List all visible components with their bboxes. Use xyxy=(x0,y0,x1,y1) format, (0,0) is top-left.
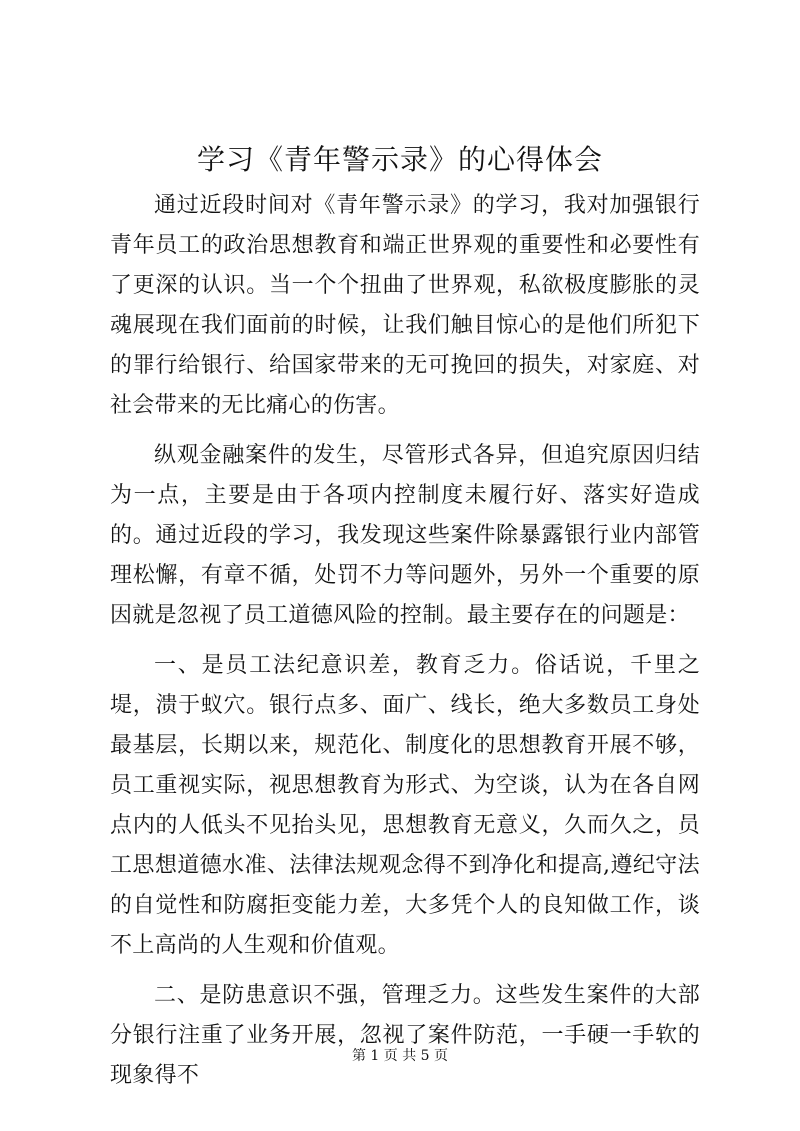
document-body xyxy=(110,186,700,1096)
paragraph-point-one: 一、是员工法纪意识差，教育乏力。俗话说，千里之堤，溃于蚁穴。银行点多、面广、线长，绝大多数员工身处最基层，长期以来，规范化、制度化的思想教育开展不够，员工重视实际，视思想教育为形式、为空谈，认为在各自网点内的人低头不见抬头见，思想教育无意义，久而久之，员工思想道德水准、法律法规观念得不到净化和提高,遵纪守法的自觉性和防腐拒变能力差，大多凭个人的良知做工作，谈不上高尚的人生观和价值观。 xyxy=(110,653,700,958)
paragraph-analysis: 纵观金融案件的发生，尽管形式各异，但追究原因归结为一点，主要是由于各项内控制度未履行好、落实好造成的。通过近段的学习，我发现这些案件除暴露银行业内部管理松懈，有章不循，处罚不力等问题外，另外一个重要的原因就是忽视了员工道德风险的控制。最主要存在的问题是： xyxy=(110,443,700,628)
paragraph-intro: 通过近段时间对《青年警示录》的学习，我对加强银行青年员工的政治思想教育和端正世界观的重要性和必要性有了更深的认识。当一个个扭曲了世界观，私欲极度膨胀的灵魂展现在我们面前的时候，让我们触目惊心的是他们所犯下的罪行给银行、给国家带来的无可挽回的损失，对家庭、对社会带来的无比痛心的伤害。 xyxy=(110,193,700,418)
document-title: 学习《青年警示录》的心得体会 xyxy=(196,143,603,176)
page-footer: 第 1 页 共 5 页 xyxy=(351,1048,449,1064)
paragraph-point-two: 二、是防患意识不强，管理乏力。这些发生案件的大部分银行注重了业务开展，忽视了案件防范，一手硬一手软的现象得不 xyxy=(110,983,700,1088)
